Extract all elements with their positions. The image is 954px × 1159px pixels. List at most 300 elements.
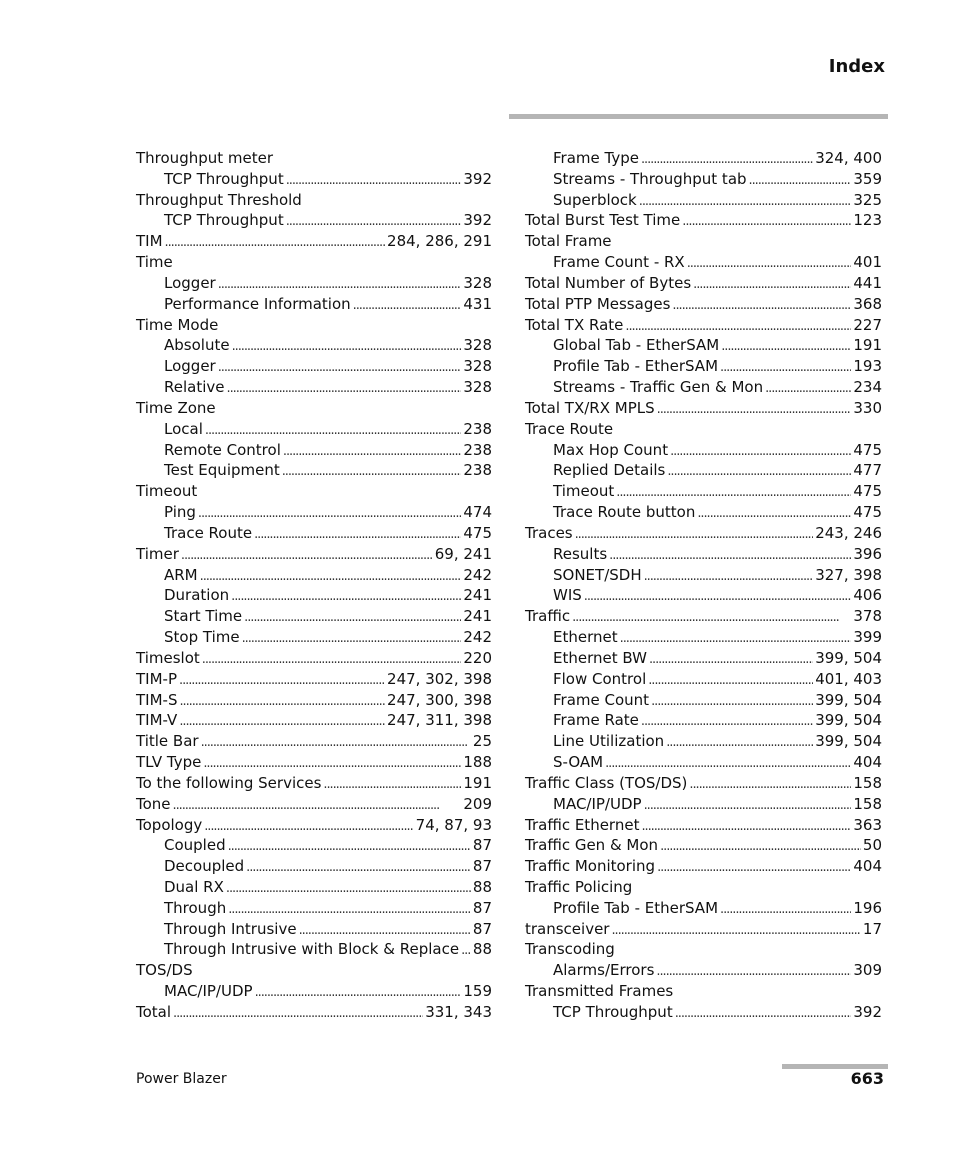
index-page-refs: 191 — [853, 336, 882, 355]
index-term: Flow Control — [553, 669, 647, 688]
index-entry — [136, 481, 492, 502]
index-page-refs: 477 — [853, 461, 882, 480]
dot-leader — [670, 440, 851, 463]
index-page-refs: 309 — [853, 961, 882, 980]
dot-leader — [575, 523, 814, 546]
index-page-refs: 159 — [463, 982, 492, 1001]
dot-leader — [625, 315, 851, 338]
dot-leader — [693, 273, 851, 296]
index-term: Through Intrusive — [164, 919, 297, 938]
index-entry — [525, 877, 882, 898]
index-page-refs: 474 — [463, 503, 492, 522]
dot-leader — [205, 419, 461, 442]
index-subentry — [525, 669, 882, 690]
index-entry — [136, 794, 492, 815]
index-entry — [136, 398, 492, 419]
index-page-refs: 404 — [853, 857, 882, 876]
index-entry — [136, 544, 492, 565]
index-term: Topology — [136, 815, 203, 834]
dot-leader — [644, 565, 814, 588]
index-term: Title Bar — [136, 732, 199, 751]
index-subentry — [525, 898, 882, 919]
dot-leader — [173, 794, 462, 817]
index-page-refs: 243, 246 — [815, 523, 882, 542]
dot-leader — [226, 877, 471, 900]
index-page-refs: 475 — [853, 482, 882, 501]
index-subentry — [136, 523, 492, 544]
index-term: Coupled — [164, 836, 226, 855]
index-page-refs: 88 — [472, 877, 492, 896]
index-entry — [136, 252, 492, 273]
index-subentry — [136, 210, 492, 231]
index-page-refs: 242 — [463, 565, 492, 584]
index-term: To the following Services — [136, 773, 322, 792]
index-term: Throughput Threshold — [136, 190, 302, 209]
dot-leader — [649, 648, 813, 671]
index-page-refs: 399 — [853, 628, 882, 647]
index-page-refs: 363 — [853, 815, 882, 834]
index-entry — [136, 648, 492, 669]
index-term: Profile Tab - EtherSAM — [553, 357, 719, 376]
index-page-refs: 242 — [463, 628, 492, 647]
index-entry — [136, 315, 492, 336]
index-term: Streams - Traffic Gen & Mon — [553, 378, 764, 397]
dot-leader — [204, 815, 413, 838]
index-page-refs: 327, 398 — [815, 565, 882, 584]
index-term: Timeout — [136, 482, 198, 501]
index-subentry — [136, 273, 492, 294]
index-page-refs: 378 — [853, 607, 882, 626]
index-entry — [136, 1002, 492, 1023]
dot-leader — [584, 585, 852, 608]
index-term: Traces — [525, 523, 573, 542]
index-subentry — [525, 377, 882, 398]
dot-leader — [639, 190, 852, 213]
index-term: TCP Throughput — [164, 211, 284, 230]
dot-leader — [689, 773, 851, 796]
index-subentry — [136, 335, 492, 356]
index-page-refs: 396 — [853, 544, 882, 563]
index-term: MAC/IP/UDP — [164, 982, 253, 1001]
dot-leader — [641, 148, 813, 171]
index-term: Trace Route button — [553, 503, 696, 522]
index-page-refs: 392 — [853, 1002, 882, 1021]
index-page-refs: 188 — [463, 753, 492, 772]
index-entry — [525, 981, 882, 1002]
header-rule — [509, 114, 888, 119]
index-page-refs: 69, 241 — [434, 544, 492, 563]
index-page-refs: 193 — [853, 357, 882, 376]
index-subentry — [525, 565, 882, 586]
index-term: Frame Count — [553, 690, 650, 709]
index-entry — [525, 919, 882, 940]
index-subentry — [525, 585, 882, 606]
index-page-refs: 238 — [463, 419, 492, 438]
dot-leader — [657, 856, 851, 879]
index-page-refs: 196 — [853, 898, 882, 917]
dot-leader — [687, 252, 852, 275]
index-page-refs: 209 — [463, 794, 492, 813]
index-term: Absolute — [164, 336, 230, 355]
footer-page-number: 663 — [850, 1069, 884, 1088]
dot-leader — [231, 585, 461, 608]
dot-leader — [461, 939, 471, 962]
dot-leader — [641, 710, 813, 733]
index-term: TOS/DS — [136, 961, 193, 980]
dot-leader — [721, 335, 851, 358]
index-page-refs: 87 — [472, 898, 492, 917]
dot-leader — [656, 960, 851, 983]
index-term: Frame Count - RX — [553, 253, 685, 272]
index-entry — [525, 606, 882, 627]
index-page-refs: 87 — [472, 857, 492, 876]
index-term: TCP Throughput — [164, 169, 284, 188]
index-term: Time — [136, 253, 173, 272]
dot-leader — [675, 1002, 852, 1025]
index-column-right — [525, 148, 882, 1023]
dot-leader — [181, 544, 433, 567]
dot-leader — [611, 919, 860, 942]
dot-leader — [283, 440, 461, 463]
index-term: Timer — [136, 544, 179, 563]
dot-leader — [616, 481, 851, 504]
index-subentry — [136, 877, 492, 898]
dot-leader — [242, 627, 462, 650]
index-term: ARM — [164, 565, 198, 584]
index-term: Tone — [136, 794, 171, 813]
index-term: Traffic Policing — [525, 877, 633, 896]
index-term: Traffic Monitoring — [525, 857, 656, 876]
index-entry — [136, 960, 492, 981]
dot-leader — [651, 690, 813, 713]
index-subentry — [525, 648, 882, 669]
index-subentry — [136, 460, 492, 481]
index-page-refs: 17 — [862, 919, 882, 938]
dot-leader — [720, 356, 851, 379]
index-entry — [525, 523, 882, 544]
index-term: Total TX Rate — [525, 315, 624, 334]
index-term: Max Hop Count — [553, 440, 669, 459]
index-term: SONET/SDH — [553, 565, 642, 584]
index-subentry — [136, 356, 492, 377]
index-page-refs: 399, 504 — [815, 732, 882, 751]
index-subentry — [136, 294, 492, 315]
index-term: Local — [164, 419, 203, 438]
index-subentry — [136, 856, 492, 877]
index-page-refs: 324, 400 — [815, 149, 882, 167]
dot-leader — [286, 210, 462, 233]
index-page-refs: 227 — [853, 315, 882, 334]
index-term: Total Burst Test Time — [525, 211, 681, 230]
index-subentry — [525, 627, 882, 648]
index-entry — [525, 856, 882, 877]
index-subentry — [525, 731, 882, 752]
index-term: Remote Control — [164, 440, 281, 459]
index-term: WIS — [553, 586, 582, 605]
index-term: Duration — [164, 586, 230, 605]
index-page-refs: 241 — [463, 607, 492, 626]
index-term: Line Utilization — [553, 732, 665, 751]
dot-leader — [353, 294, 462, 317]
index-entry — [525, 231, 882, 252]
index-page-refs: 238 — [463, 440, 492, 459]
dot-leader — [299, 919, 471, 942]
index-page-refs: 328 — [463, 378, 492, 397]
index-subentry — [525, 481, 882, 502]
index-page-refs: 220 — [463, 648, 492, 667]
index-page-refs: 247, 302, 398 — [387, 669, 492, 688]
dot-leader — [244, 606, 461, 629]
dot-leader — [228, 835, 471, 858]
dot-leader — [657, 398, 852, 421]
index-subentry — [136, 502, 492, 523]
index-entry — [136, 231, 492, 252]
index-page-refs: 325 — [853, 190, 882, 209]
index-subentry — [525, 544, 882, 565]
index-page-refs: 88 — [472, 940, 492, 959]
index-term: Total — [136, 1002, 172, 1021]
index-term: Total PTP Messages — [525, 294, 671, 313]
index-page-refs: 158 — [853, 773, 882, 792]
index-term: transceiver — [525, 919, 610, 938]
index-term: Logger — [164, 273, 216, 292]
index-page-refs: 359 — [853, 169, 882, 188]
index-term: TLV Type — [136, 753, 202, 772]
index-term: TIM-V — [136, 711, 178, 730]
index-page-refs: 404 — [853, 753, 882, 772]
index-term: TCP Throughput — [553, 1002, 673, 1021]
dot-leader — [648, 669, 813, 692]
dot-leader — [605, 752, 851, 775]
index-term: Transmitted Frames — [525, 982, 674, 1001]
dot-leader — [254, 523, 461, 546]
index-entry — [525, 294, 882, 315]
index-subentry — [525, 1002, 882, 1023]
index-page-refs: 331, 343 — [425, 1002, 492, 1021]
dot-leader — [667, 460, 851, 483]
index-entry — [136, 690, 492, 711]
index-entry — [136, 773, 492, 794]
index-term: Alarms/Errors — [553, 961, 655, 980]
index-page-refs: 191 — [463, 773, 492, 792]
index-page-refs: 406 — [853, 586, 882, 605]
dot-leader — [198, 502, 461, 525]
index-term: S-OAM — [553, 753, 604, 772]
index-term: Ethernet BW — [553, 648, 647, 667]
index-subentry — [136, 565, 492, 586]
index-term: Test Equipment — [164, 461, 280, 480]
index-page-refs: 475 — [853, 440, 882, 459]
index-term: Trace Route — [525, 419, 614, 438]
index-entry — [136, 669, 492, 690]
index-page-refs: 399, 504 — [815, 690, 882, 709]
dot-leader — [749, 169, 852, 192]
dot-leader — [672, 294, 851, 317]
index-term: Stop Time — [164, 628, 240, 647]
index-subentry — [525, 690, 882, 711]
dot-leader — [255, 981, 462, 1004]
index-subentry — [525, 752, 882, 773]
index-term: Timeout — [553, 482, 615, 501]
index-term: Time Zone — [136, 398, 216, 417]
dot-leader — [697, 502, 851, 525]
index-entry — [136, 731, 492, 752]
index-term: TIM — [136, 232, 163, 251]
index-subentry — [525, 148, 882, 169]
dot-leader — [200, 565, 462, 588]
dot-leader — [179, 710, 385, 733]
dot-leader — [218, 356, 462, 379]
index-page-refs: 50 — [862, 836, 882, 855]
index-page-refs: 247, 311, 398 — [387, 711, 492, 730]
index-subentry — [136, 440, 492, 461]
index-entry — [136, 752, 492, 773]
index-term: Total Frame — [525, 232, 612, 251]
index-page-refs: 234 — [853, 378, 882, 397]
index-term: Frame Type — [553, 149, 639, 167]
index-page-refs: 392 — [463, 169, 492, 188]
index-term: Results — [553, 544, 608, 563]
index-subentry — [136, 419, 492, 440]
index-term: TIM-S — [136, 690, 178, 709]
index-term: Timeslot — [136, 648, 200, 667]
dot-leader — [173, 1002, 423, 1025]
index-page-refs: 399, 504 — [815, 711, 882, 730]
index-page-refs: 475 — [853, 503, 882, 522]
index-page-refs: 401 — [853, 253, 882, 272]
index-term: Traffic — [525, 607, 571, 626]
dot-leader — [666, 731, 813, 754]
index-subentry — [136, 981, 492, 1002]
index-page-refs: 328 — [463, 336, 492, 355]
index-term: Trace Route — [164, 523, 253, 542]
index-term: Streams - Throughput tab — [553, 169, 747, 188]
dot-leader — [282, 460, 462, 483]
index-page-refs: 74, 87, 93 — [415, 815, 492, 834]
index-term: Time Mode — [136, 315, 219, 334]
index-page-refs: 401, 403 — [815, 669, 882, 688]
index-entry — [136, 148, 492, 169]
index-subentry — [525, 335, 882, 356]
index-subentry — [525, 794, 882, 815]
index-term: Superblock — [553, 190, 637, 209]
index-page-refs: 87 — [472, 919, 492, 938]
index-entry — [136, 710, 492, 731]
index-subentry — [525, 190, 882, 211]
index-term: MAC/IP/UDP — [553, 794, 642, 813]
dot-leader — [720, 898, 851, 921]
index-term: Through — [164, 898, 227, 917]
index-term: Total Number of Bytes — [525, 273, 692, 292]
dot-leader — [179, 690, 385, 713]
dot-leader — [227, 377, 462, 400]
index-entry — [525, 315, 882, 336]
index-entry — [525, 835, 882, 856]
index-term: Through Intrusive with Block & Replace — [164, 940, 460, 959]
index-term: Performance Information — [164, 294, 351, 313]
index-subentry — [525, 502, 882, 523]
index-term: Ethernet — [553, 628, 618, 647]
index-page-refs: 241 — [463, 586, 492, 605]
index-entry — [525, 398, 882, 419]
index-page-refs: 392 — [463, 211, 492, 230]
dot-leader — [203, 752, 461, 775]
index-subentry — [136, 835, 492, 856]
dot-leader — [218, 273, 462, 296]
index-subentry — [136, 377, 492, 398]
index-entry — [525, 773, 882, 794]
index-subentry — [136, 898, 492, 919]
index-page-refs: 25 — [472, 732, 492, 751]
index-term: Frame Rate — [553, 711, 639, 730]
index-page-refs: 368 — [853, 294, 882, 313]
index-subentry — [136, 169, 492, 190]
index-entry — [136, 190, 492, 211]
dot-leader — [609, 544, 851, 567]
index-subentry — [525, 460, 882, 481]
dot-leader — [228, 898, 471, 921]
index-entry — [525, 273, 882, 294]
index-page-refs: 87 — [472, 836, 492, 855]
index-term: Relative — [164, 378, 225, 397]
index-page-refs: 328 — [463, 273, 492, 292]
index-column-left — [136, 148, 492, 1023]
index-page-refs: 475 — [463, 523, 492, 542]
dot-leader — [323, 773, 461, 796]
index-entry — [525, 210, 882, 231]
index-term: Traffic Gen & Mon — [525, 836, 659, 855]
index-term: Profile Tab - EtherSAM — [553, 898, 719, 917]
index-page-refs: 330 — [853, 398, 882, 417]
index-subentry — [525, 960, 882, 981]
index-subentry — [525, 356, 882, 377]
dot-leader — [682, 210, 851, 233]
index-term: Ping — [164, 503, 196, 522]
dot-leader — [179, 669, 385, 692]
index-subentry — [525, 440, 882, 461]
index-page-refs: 431 — [463, 294, 492, 313]
index-subentry — [136, 606, 492, 627]
index-term: Total TX/RX MPLS — [525, 398, 655, 417]
index-page-refs: 441 — [853, 273, 882, 292]
index-subentry — [525, 169, 882, 190]
index-entry — [136, 815, 492, 836]
index-page-refs: 284, 286, 291 — [387, 232, 492, 251]
dot-leader — [246, 856, 471, 879]
index-subentry — [136, 939, 492, 960]
footer-product-name: Power Blazer — [136, 1071, 227, 1087]
index-subentry — [525, 252, 882, 273]
index-term: Global Tab - EtherSAM — [553, 336, 720, 355]
dot-leader — [572, 606, 851, 629]
index-term: Traffic Ethernet — [525, 815, 640, 834]
index-term: Dual RX — [164, 877, 224, 896]
index-term: Decoupled — [164, 857, 245, 876]
index-subentry — [136, 919, 492, 940]
index-term: Start Time — [164, 607, 243, 626]
index-page-refs: 399, 504 — [815, 648, 882, 667]
dot-leader — [765, 377, 851, 400]
index-term: TIM-P — [136, 669, 177, 688]
index-term: Replied Details — [553, 461, 666, 480]
index-page-refs: 247, 300, 398 — [387, 690, 492, 709]
index-subentry — [136, 627, 492, 648]
dot-leader — [644, 794, 852, 817]
dot-leader — [232, 335, 462, 358]
index-page-refs: 158 — [853, 794, 882, 813]
dot-leader — [641, 815, 851, 838]
index-entry — [525, 815, 882, 836]
